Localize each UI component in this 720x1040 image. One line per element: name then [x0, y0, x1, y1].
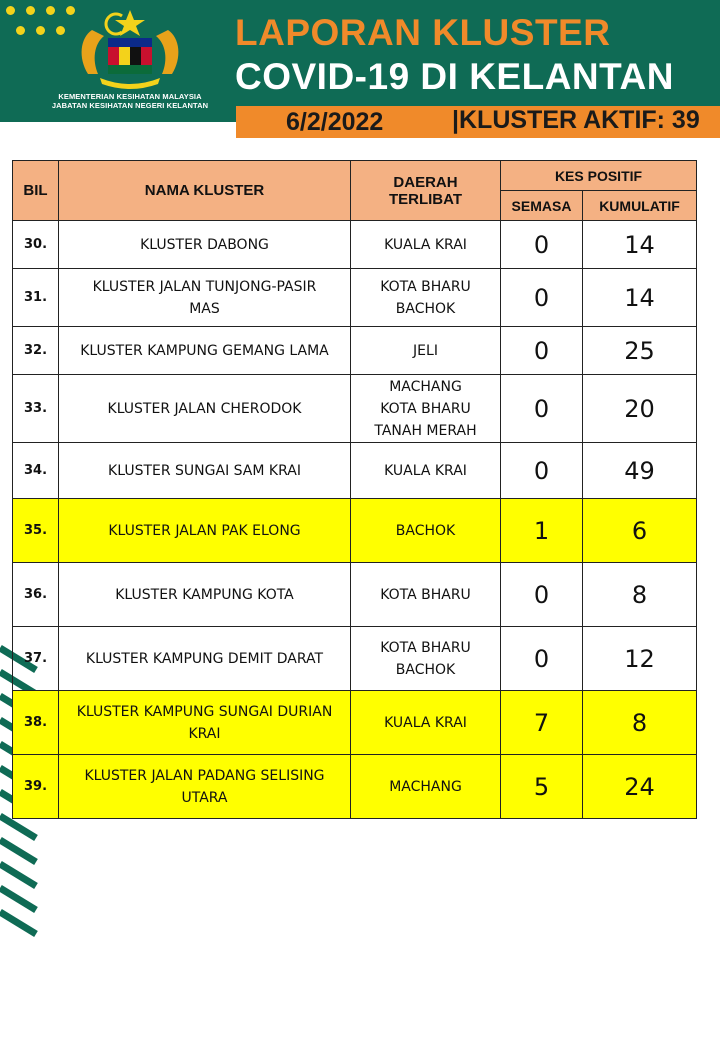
row-bil: 30. — [13, 221, 59, 269]
nama-kluster-line: KLUSTER KAMPUNG DEMIT DARAT — [85, 650, 324, 667]
page-title-line-1: LAPORAN KLUSTER — [235, 12, 611, 53]
header-semasa: SEMASA — [501, 191, 583, 221]
header-daerah-terlibat — [351, 161, 501, 221]
row-bil: 38. — [13, 691, 59, 755]
row-semasa: 0 — [501, 627, 583, 691]
row-daerah — [351, 691, 501, 755]
header-daerah-line-1: DAERAH — [393, 173, 458, 191]
nama-kluster-line: KLUSTER KAMPUNG GEMANG LAMA — [80, 342, 329, 359]
row-kumulatif: 12 — [583, 627, 697, 691]
ministry-line-1: KEMENTERIAN KESIHATAN MALAYSIA — [58, 92, 202, 101]
row-semasa: 0 — [501, 327, 583, 375]
table-row — [13, 269, 697, 327]
report-date: 6/2/2022 — [286, 108, 384, 136]
header-bil: BIL — [13, 161, 59, 221]
row-nama-kluster — [59, 563, 351, 627]
row-semasa: 0 — [501, 563, 583, 627]
daerah-line: JELI — [413, 342, 438, 359]
table-row — [13, 221, 697, 269]
nama-kluster-line: KLUSTER DABONG — [140, 236, 269, 253]
row-bil: 34. — [13, 443, 59, 499]
row-nama-kluster — [59, 627, 351, 691]
row-nama-kluster — [59, 327, 351, 375]
daerah-line: KUALA KRAI — [384, 462, 467, 479]
header-nama-kluster: NAMA KLUSTER — [59, 161, 351, 221]
row-bil: 33. — [13, 375, 59, 443]
row-semasa: 0 — [501, 375, 583, 443]
row-semasa: 5 — [501, 755, 583, 819]
row-semasa: 0 — [501, 221, 583, 269]
daerah-line: MACHANG — [389, 778, 462, 795]
active-cluster-count: |KLUSTER AKTIF: 39 — [452, 106, 700, 134]
row-daerah — [351, 755, 501, 819]
row-bil: 36. — [13, 563, 59, 627]
row-daerah — [351, 327, 501, 375]
nama-kluster-line: KRAI — [188, 725, 221, 742]
ministry-line-2: JABATAN KESIHATAN NEGERI KELANTAN — [51, 101, 209, 110]
row-kumulatif: 49 — [583, 443, 697, 499]
nama-kluster-line: UTARA — [181, 789, 228, 806]
row-daerah — [351, 563, 501, 627]
row-semasa: 0 — [501, 269, 583, 327]
header-daerah-line-2: TERLIBAT — [388, 190, 463, 208]
nama-kluster-line: KLUSTER SUNGAI SAM KRAI — [108, 462, 301, 479]
daerah-line: KOTA BHARU — [380, 278, 471, 295]
row-semasa: 7 — [501, 691, 583, 755]
table-row — [13, 691, 697, 755]
row-nama-kluster — [59, 375, 351, 443]
row-kumulatif: 8 — [583, 691, 697, 755]
nama-kluster-line: KLUSTER KAMPUNG KOTA — [115, 586, 294, 603]
nama-kluster-line: KLUSTER JALAN TUNJONG-PASIR — [92, 278, 317, 295]
daerah-line: KOTA BHARU — [380, 586, 471, 603]
header-kumulatif: KUMULATIF — [583, 191, 697, 221]
daerah-line: BACHOK — [395, 300, 456, 317]
row-nama-kluster — [59, 755, 351, 819]
nama-kluster-line: MAS — [189, 300, 220, 317]
daerah-line: KOTA BHARU — [380, 400, 471, 417]
row-bil: 37. — [13, 627, 59, 691]
row-kumulatif: 14 — [583, 221, 697, 269]
row-kumulatif: 20 — [583, 375, 697, 443]
row-kumulatif: 8 — [583, 563, 697, 627]
nama-kluster-line: KLUSTER JALAN CHERODOK — [107, 400, 302, 417]
table-row — [13, 443, 697, 499]
row-kumulatif: 14 — [583, 269, 697, 327]
daerah-line: KUALA KRAI — [384, 236, 467, 253]
row-bil: 35. — [13, 499, 59, 563]
header-banner — [0, 0, 720, 122]
daerah-line: BACHOK — [395, 522, 456, 539]
table-row — [13, 563, 697, 627]
row-semasa: 0 — [501, 443, 583, 499]
row-daerah — [351, 221, 501, 269]
date-bar — [236, 106, 720, 138]
row-daerah — [351, 443, 501, 499]
row-bil: 32. — [13, 327, 59, 375]
daerah-line: KUALA KRAI — [384, 714, 467, 731]
table-row — [13, 627, 697, 691]
table-row — [13, 499, 697, 563]
page-title-line-2: COVID-19 DI KELANTAN — [235, 56, 674, 97]
header-kes-positif: KES POSITIF — [501, 161, 697, 191]
nama-kluster-line: KLUSTER KAMPUNG SUNGAI DURIAN — [76, 703, 333, 720]
cluster-table — [12, 160, 697, 819]
row-daerah — [351, 269, 501, 327]
row-nama-kluster — [59, 499, 351, 563]
row-kumulatif: 6 — [583, 499, 697, 563]
row-kumulatif: 24 — [583, 755, 697, 819]
row-nama-kluster — [59, 443, 351, 499]
row-nama-kluster — [59, 221, 351, 269]
table-row — [13, 375, 697, 443]
daerah-line: KOTA BHARU — [380, 639, 471, 656]
table-row — [13, 327, 697, 375]
row-nama-kluster — [59, 691, 351, 755]
row-bil: 31. — [13, 269, 59, 327]
nama-kluster-line: KLUSTER JALAN PADANG SELISING — [84, 767, 325, 784]
daerah-line: BACHOK — [395, 661, 456, 678]
table-row — [13, 755, 697, 819]
row-nama-kluster — [59, 269, 351, 327]
nama-kluster-line: KLUSTER JALAN PAK ELONG — [108, 522, 301, 539]
row-daerah — [351, 375, 501, 443]
row-kumulatif: 25 — [583, 327, 697, 375]
coat-of-arms-icon — [70, 8, 190, 94]
row-semasa: 1 — [501, 499, 583, 563]
daerah-line: TANAH MERAH — [374, 422, 477, 439]
ministry-caption — [40, 92, 220, 110]
row-daerah — [351, 627, 501, 691]
row-daerah — [351, 499, 501, 563]
daerah-line: MACHANG — [389, 378, 462, 395]
row-bil: 39. — [13, 755, 59, 819]
